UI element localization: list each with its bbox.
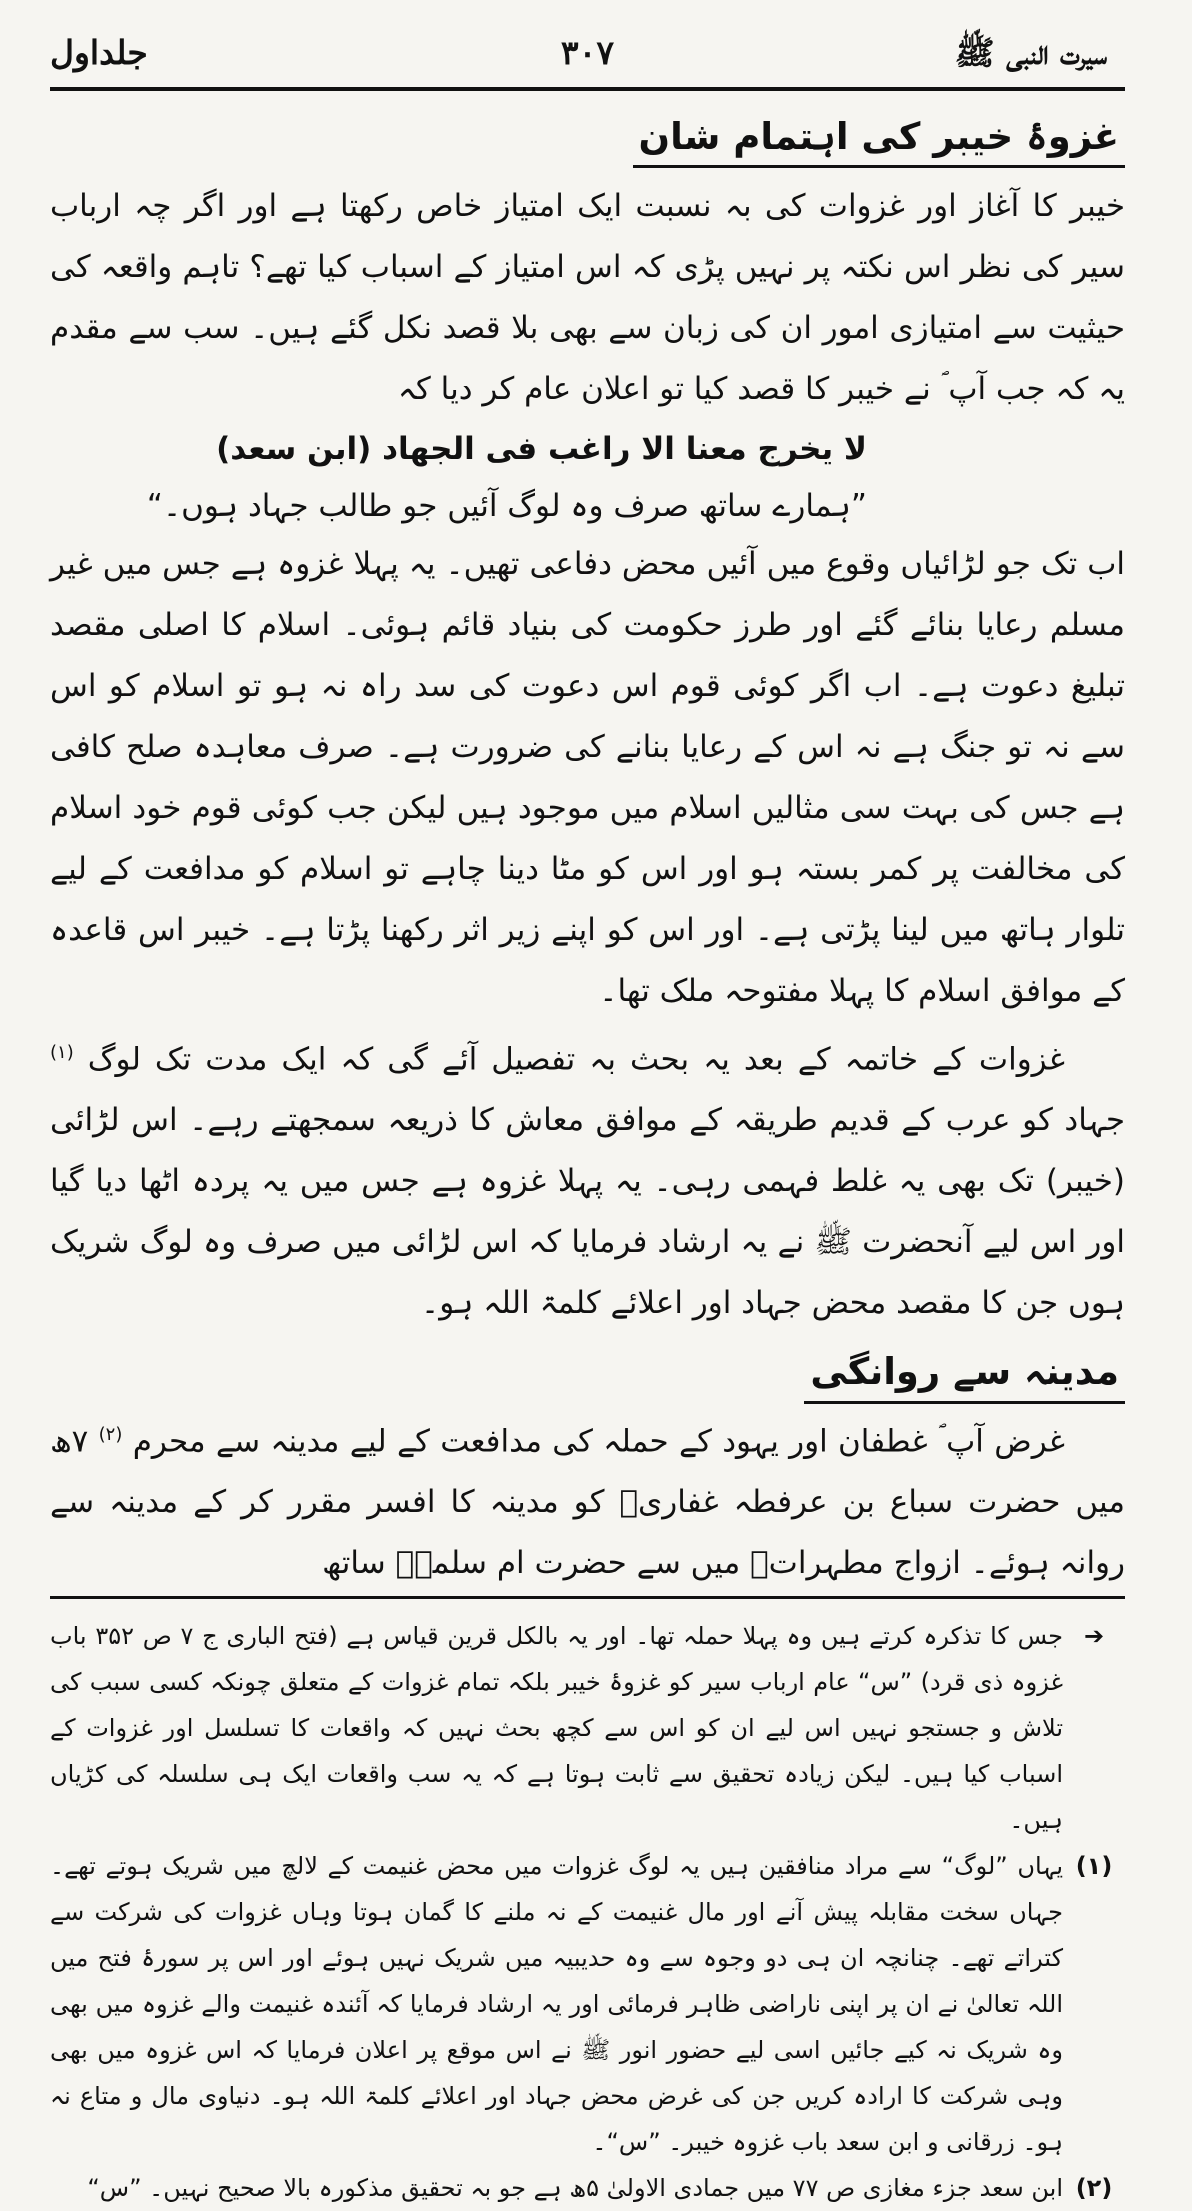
footnote-mark: (۲) [1075,2173,1113,2202]
footnote-ref[interactable]: (۱) [50,1042,74,1064]
section-departure-from-madina [50,1348,1125,1593]
arabic-quote: لا يخرج معنا الا راغب فى الجهاد (ابن سعد) [216,431,867,468]
body-paragraph [50,1022,1125,1334]
footnote-mark: (۱) [1075,1851,1113,1880]
continuation-arrow-icon: ➔ [1083,1621,1105,1650]
volume-label: جلداول [50,33,148,72]
footnote-divider [50,1596,1125,1599]
footnote [50,1613,1125,1843]
body-paragraph [50,1404,1125,1594]
body-paragraph: خیبر کا آغاز اور غزوات کی بہ نسبت ایک امتیاز خاص رکھتا ہے اور اگر چہ ارباب سیر کی نظر اس نکتہ پر نہیں پڑی کہ اس امتیاز کے اسباب کیا تھے؟ تاہم واقعہ کی حیثیت سے امتیازی امور ان کی زبان سے بھی بلا قصد نکل گئے ہیں۔ سب سے مقدم یہ کہ جب آپ ؐ نے خیبر کا قصد کیا تو اعلان عام کر دیا کہ [50,188,1125,408]
footnote-ref[interactable]: (۲) [98,1423,123,1445]
footnote [50,1843,1125,2165]
quote-translation: ”ہمارے ساتھ صرف وہ لوگ آئیں جو طالب جہاد ہوں۔“ [146,488,867,525]
page-number: ۳۰۷ [560,33,615,72]
body-paragraph: اب تک جو لڑائیاں وقوع میں آئیں محض دفاعی تھیں۔ یہ پہلا غزوہ ہے جس میں غیر مسلم رعایا بنائے گئے اور طرز حکومت کی بنیاد قائم ہوئی۔ اسلام کا اصلی مقصد تبلیغ دعوت ہے۔ اب اگر کوئی قوم اس دعوت کی سد راہ نہ ہو تو اسلام کو اس سے نہ تو جنگ ہے نہ اس کے رعایا بنانے کی ضرورت ہے۔ صرف معاہدہ صلح کافی ہے جس کی بہت سی مثالیں اسلام میں موجود ہیں لیکن جب کوئی قوم خود اسلام کی مخالفت پر کمر بستہ ہو اور اس کو مٹا دینا چاہے تو اسلام کو مدافعت کے لیے تلوار ہاتھ میں لینا پڑتی ہے۔ اور اس کو اپنے زیر اثر رکھنا پڑتا ہے۔ خیبر اس قاعدہ کے موافق اسلام کا پہلا مفتوحہ ملک تھا۔ [50,546,1125,1010]
text-run: غزوات کے خاتمہ کے بعد یہ بحث بہ تفصیل آئے گی کہ ایک مدت تک لوگ [87,1041,1065,1078]
text-run: غرض آپ ؐ غطفان اور یہود کے حملہ کی مدافعت کے لیے مدینہ سے محرم [132,1422,1066,1459]
section-khaibar-significance [50,113,1125,1334]
footnote [50,2165,1125,2211]
text-run: جہاد کو عرب کے قدیم طریقہ کے موافق معاش کا ذریعہ سمجھتے رہے۔ اس لڑائی (خیبر) تک بھی یہ غلط فہمی رہی۔ یہ پہلا غزوہ ہے جس میں یہ پردہ اٹھا دیا گیا اور اس لیے آنحضرت ﷺ نے یہ ارشاد فرمایا کہ اس لڑائی میں صرف وہ لوگ شریک ہوں جن کا مقصد محض جہاد اور اعلائے کلمۃ اللہ ہو۔ [50,1102,1125,1322]
book-title: سیرت النبی ﷺ [954,33,1107,72]
footnote-text: ابن سعد جزء مغازی ص ۷۷ میں جمادی الاولیٰ ۵ھ ہے جو بہ تحقیق مذکورہ بالا صحیح نہیں۔ ”س“ [87,2173,1063,2202]
footnote-text: جس کا تذکرہ کرتے ہیں وہ پہلا حملہ تھا۔ اور یہ بالکل قرین قیاس ہے (فتح الباری ج ۷ ص ۳۵۲ باب غزوہ ذی قرد) ”س“ عام ارباب سیر کو غزوۂ خیبر بلکہ تمام غزوات کے متعلق چونکہ کسی سبب کی تلاش و جستجو نہیں اس لیے ان کو اس سے کچھ بحث نہیں کہ واقعات کا تسلسل اور غزوات کے اسباب کیا ہیں۔ لیکن زیادہ تحقیق سے ثابت ہوتا ہے کہ یہ سب واقعات ایک ہی سلسلہ کی کڑیاں ہیں۔ [50,1621,1063,1834]
footnote-text: یہاں ”لوگ“ سے مراد منافقین ہیں یہ لوگ غزوات میں محض غنیمت کے لالچ میں شریک ہوتے تھے۔ جہاں سخت مقابلہ پیش آنے اور مال غنیمت کے نہ ملنے کا گمان ہوتا وہاں غزوات کی شرکت سے کتراتے تھے۔ چنانچہ ان ہی دو وجوہ سے وہ حدیبیہ میں شریک نہیں ہوئے اور اس پر سورۂ فتح میں اللہ تعالیٰ نے ان پر اپنی ناراضی ظاہر فرمائی اور یہ ارشاد فرمایا کہ آئندہ غنیمت والے غزوہ میں بھی وہ شریک نہ کیے جائیں اسی لیے حضور انور ﷺ نے اس موقع پر اعلان فرمایا کہ اس غزوہ میں بھی وہی شرکت کا ارادہ کریں جن کی غرض محض جہاد اور اعلائے کلمۃ اللہ ہو۔ دنیاوی مال و متاع نہ ہو۔ زرقانی و ابن سعد باب غزوہ خیبر۔ ”س“۔ [50,1851,1063,2156]
text-run: ۷ھ میں حضرت سباع بن عرفطہ غفاریؓ کو مدینہ کا افسر مقرر کر کے مدینہ سے روانہ ہوئے۔ ازواج مطہراتؓ میں سے حضرت ام سلمہؓ ساتھ [50,1422,1125,1581]
running-header [50,25,1125,91]
book-page [50,25,1125,2202]
footnotes [50,1613,1125,2211]
section-heading: مدینہ سے روانگی [804,1348,1125,1403]
section-heading: غزوۂ خیبر کی اہتمام شان [633,113,1125,168]
